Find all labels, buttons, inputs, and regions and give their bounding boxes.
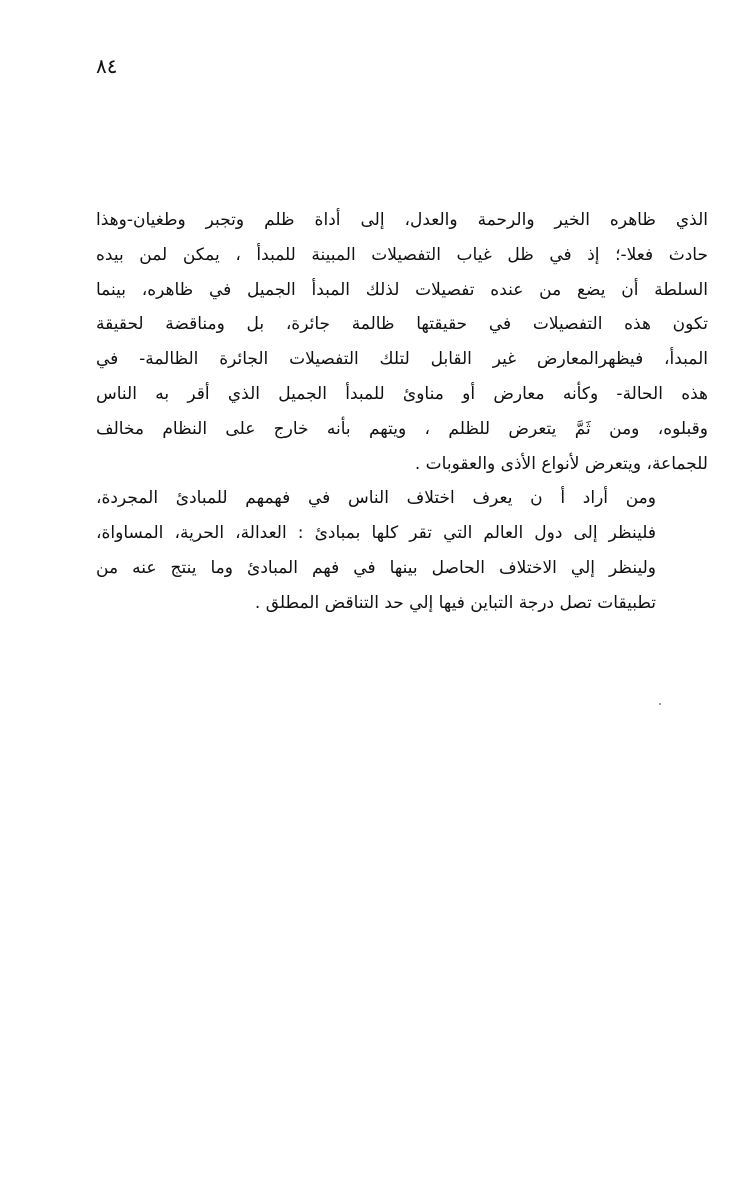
text-line: للجماعة، ويتعرض لأنواع الأذى والعقوبات . — [414, 453, 708, 474]
text-line: هذه الحالة- وكأنه معارض أو مناوئ للمبدأ الجميل الذي أقر به الناس — [96, 383, 708, 404]
text-line: تطبيقات تصل درجة التباين فيها إلي حد التناقض المطلق . — [254, 592, 656, 613]
paragraph — [96, 481, 708, 620]
text-line: المبدأ، فيظهرالمعارض غير القابل لتلك التفصيلات الجائرة الظالمة- في — [96, 349, 708, 370]
text-line: تكون هذه التفصيلات في حقيقتها ظالمة جائرة، بل ومناقضة لحقيقة — [96, 314, 708, 335]
text-line: ومن أراد أ ن يعرف اختلاف الناس في فهمهم للمبادئ المجردة، — [96, 488, 656, 509]
page-number: ٨٤ — [96, 54, 118, 78]
text-line: الذي ظاهره الخير والرحمة والعدل، إلى أداة ظلم وتجبر وطغيان-وهذا — [96, 210, 708, 230]
text-line: ولينظر إلي الاختلاف الحاصل بينها في فهم المبادئ وما ينتج عنه من — [96, 557, 656, 578]
text-line: حادث فعلا-؛ إذ في ظل غياب التفصيلات المبينة للمبدأ ، يمكن لمن بيده — [96, 244, 708, 265]
text-line: فلينظر إلى دول العالم التي تقر كلها بمبادئ : العدالة، الحرية، المساواة، — [96, 523, 656, 544]
text-line: وقبلوه، ومن ثَمَّ يتعرض للظلم ، ويتهم بأنه خارج على النظام مخالف — [96, 418, 708, 439]
scan-speck — [659, 703, 661, 705]
text-line: السلطة أن يضع من عنده تفصيلات لذلك المبدأ الجميل في ظاهره، بينما — [96, 279, 708, 300]
paragraph — [96, 203, 708, 481]
page-body — [96, 203, 708, 621]
